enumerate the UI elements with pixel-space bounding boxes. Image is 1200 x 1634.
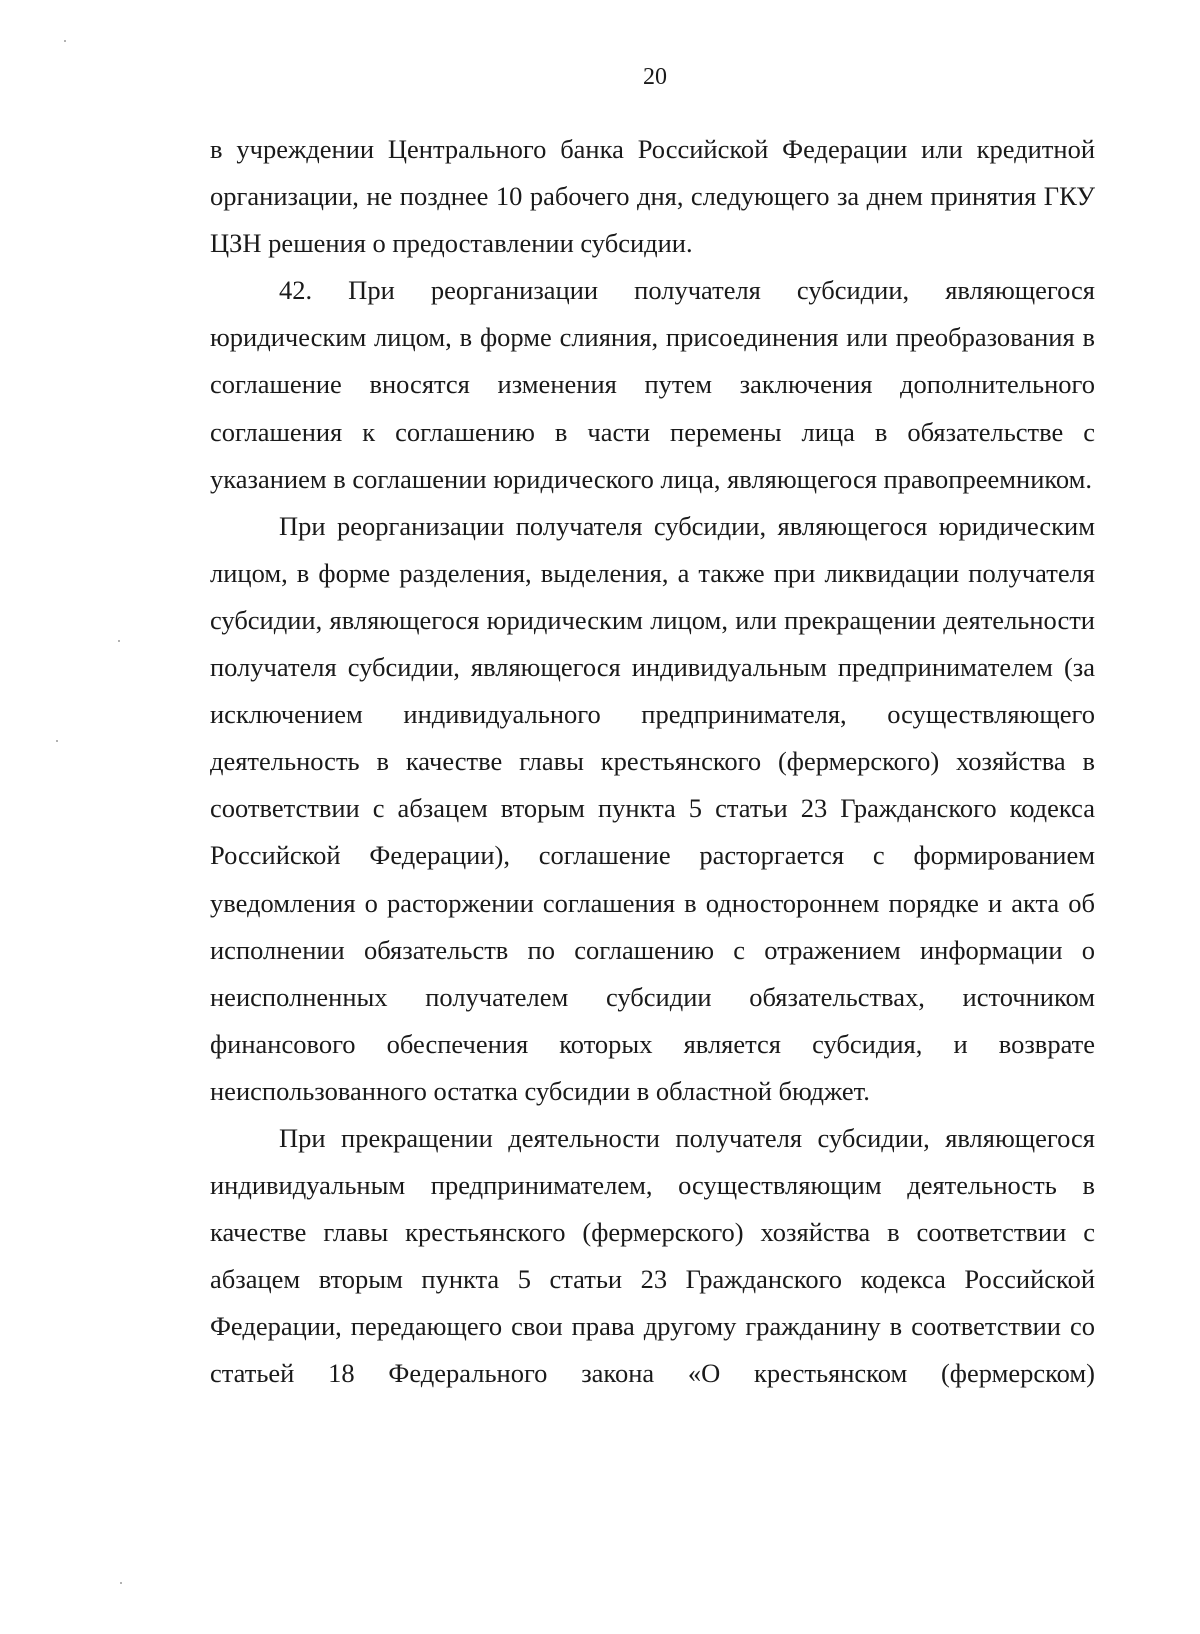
paragraph-2: 42. При реорганизации получателя субсидии, являющегося юридическим лицом, в форме слияния, присоединения или преобразования в соглашение вносятся изменения путем заключения дополнительного соглашения к соглашению в части перемены лица в обязательстве с указанием в соглашении юридического лица, являющегося правопреемником. <box>210 275 1095 494</box>
scan-speck <box>56 740 58 742</box>
paragraph-3: При реорганизации получателя субсидии, являющегося юридическим лицом, в форме разделения, выделения, а также при ликвидации получателя субсидии, являющегося юридическим лицом, или прекращении деятельности получателя субсидии, являющегося индивидуальным предпринимателем (за исключением индивидуального предпринимателя, осуществляющего деятельность в качестве главы крестьянского (фермерского) хозяйства в соответствии с абзацем вторым пункта 5 статьи 23 Гражданского кодекса Российской Федерации), соглашение расторгается с формированием уведомления о расторжении соглашения в одностороннем порядке и акта об исполнении обязательств по соглашению с отражением информации о неисполненных получателем субсидии обязательствах, источником финансового обеспечения которых является субсидия, и возврате неиспользованного остатка субсидии в областной бюджет. <box>210 510 1095 1106</box>
paragraph-1: в учреждении Центрального банка Российской Федерации или кредитной организации, не позднее 10 рабочего дня, следующего за днем принятия ГКУ ЦЗН решения о предоставлении субсидии. <box>210 134 1095 259</box>
scan-speck <box>120 1582 122 1584</box>
scan-speck <box>118 640 120 642</box>
page-number: 20 <box>643 64 667 90</box>
paragraph-4: При прекращении деятельности получателя субсидии, являющегося индивидуальным предпринимателем, осуществляющим деятельность в качестве главы крестьянского (фермерского) хозяйства в соответствии с абзацем вторым пункта 5 статьи 23 Гражданского кодекса Российской Федерации, передающего свои права другому гражданину в соответствии со статьей 18 Федерального закона «О крестьянском (фермерском) <box>210 1122 1095 1389</box>
document-body <box>210 126 1095 1398</box>
scan-speck <box>64 40 66 42</box>
